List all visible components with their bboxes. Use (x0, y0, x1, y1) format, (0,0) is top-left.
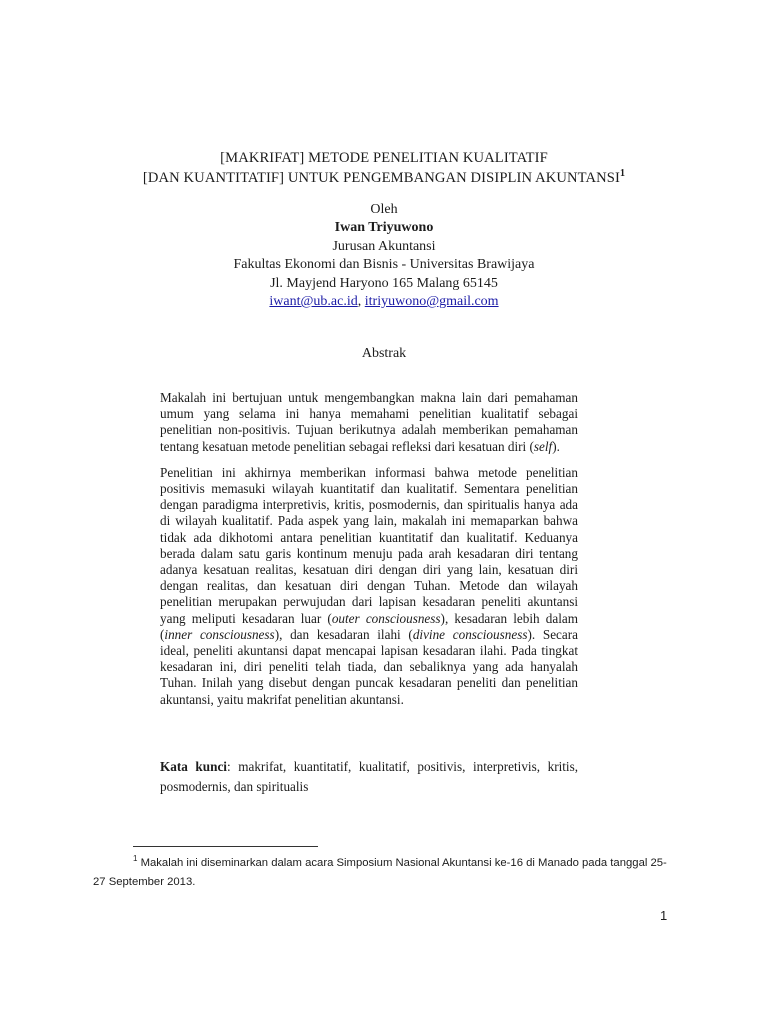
abstract-p2-part-2: ), kesadaran lebih dalam ( (160, 610, 579, 642)
footnote-divider (133, 846, 318, 847)
author-block (0, 201, 768, 311)
abstract-p2-italic-3: divine consciousness (412, 626, 528, 642)
author-department: Jurusan Akuntansi (332, 238, 436, 254)
author-by: Oleh (370, 202, 398, 217)
abstract-paragraph-2 (160, 465, 578, 708)
footnote-line-1 (93, 854, 693, 873)
abstract-p2-italic-1: outer consciousness (331, 610, 441, 626)
keywords (160, 757, 578, 797)
abstract-p1-end: ). (552, 438, 560, 454)
author-address: Jl. Mayjend Haryono 165 Malang 65145 (270, 275, 498, 291)
title-line-1: [MAKRIFAT] METODE PENELITIAN KUALITATIF (220, 150, 548, 166)
title-footnote-mark[interactable]: 1 (619, 168, 626, 180)
author-emails (0, 293, 768, 311)
abstract-p1-text: Makalah ini bertujuan untuk mengembangkan makna lain dari pemahaman umum yang selama ini hanya memahami penelitian kualitatif sebagai penelitian non-positivis. Tujuan berikutnya adalah memberikan pemahaman tentang kesatuan metode penelitian sebagai refleksi dari kesatuan diri ( (160, 390, 578, 454)
title-line-2-text: [DAN KUANTITATIF] UNTUK PENGEMBANGAN DISIPLIN AKUNTANSI (142, 170, 620, 186)
paper-title (0, 148, 768, 188)
abstract-heading: Abstrak (361, 346, 407, 361)
author-name: Iwan Triyuwono (334, 220, 434, 236)
abstract-p2-part-4: ). Secara ideal, peneliti akuntansi dapat mencapai lapisan kesadaran ilahi. Pada tingkat kesadaran ini, diri peneliti telah tiada, dan sebaliknya yang ada hanyalah Tuhan. Inilah yang disebut dengan puncak kesadaran peneliti dan penelitian akuntansi, yaitu makrifat penelitian akuntansi. (160, 626, 579, 707)
email-link-ub[interactable]: iwant@ub.ac.id (269, 294, 358, 310)
title-line-2 (0, 168, 768, 188)
abstract-p2-part-1: Penelitian ini akhirnya memberikan informasi bahwa metode penelitian positivis memasuki wilayah kuantitatif dan kualitatif. Sementara penelitian dengan paradigma interpretivis, kritis, posmodernis, dan spiritualis hanya ada di wilayah kualitatif. Pada aspek yang lain, makalah ini memaparkan bahwa tidak ada dikhotomi antara penelitian kuantitatif dan kualitatif. Keduanya berada dalam satu garis kontinum menuju pada arah kesadaran diri tentang adanya kesatuan realitas, kesatuan diri dengan diri yang lain, kesatuan diri dengan realitas, dan kesatuan diri dengan Tuhan. Metode dan wilayah penelitian merupakan perwujudan dari lapisan kesadaran peneliti akuntansi yang meliputi kesadaran luar ( (160, 464, 578, 626)
footnote (93, 854, 693, 892)
author-faculty: Fakultas Ekonomi dan Bisnis - Universitas Brawijaya (233, 257, 535, 273)
abstract-p1-italic: self (533, 438, 553, 454)
email-separator: , (357, 294, 365, 310)
footnote-mark: 1 (133, 854, 138, 864)
abstract-p2-part-3: ), dan kesadaran ilahi ( (274, 626, 413, 642)
footnote-line-2: 27 September 2013. (93, 876, 196, 888)
keywords-label: Kata kunci (160, 759, 227, 774)
abstract-p2-italic-2: inner consciousness (164, 626, 275, 642)
page-number: 1 (660, 908, 668, 923)
abstract-paragraph-1 (160, 390, 578, 455)
abstract-body (160, 390, 578, 718)
footnote-text-1: Makalah ini diseminarkan dalam acara Simposium Nasional Akuntansi ke-16 di Manado pada tanggal 25- (137, 857, 667, 869)
email-link-gmail[interactable]: itriyuwono@gmail.com (364, 294, 499, 310)
keywords-text: : makrifat, kuantitatif, kualitatif, positivis, interpretivis, kritis, posmodernis, dan spiritualis (160, 759, 579, 794)
